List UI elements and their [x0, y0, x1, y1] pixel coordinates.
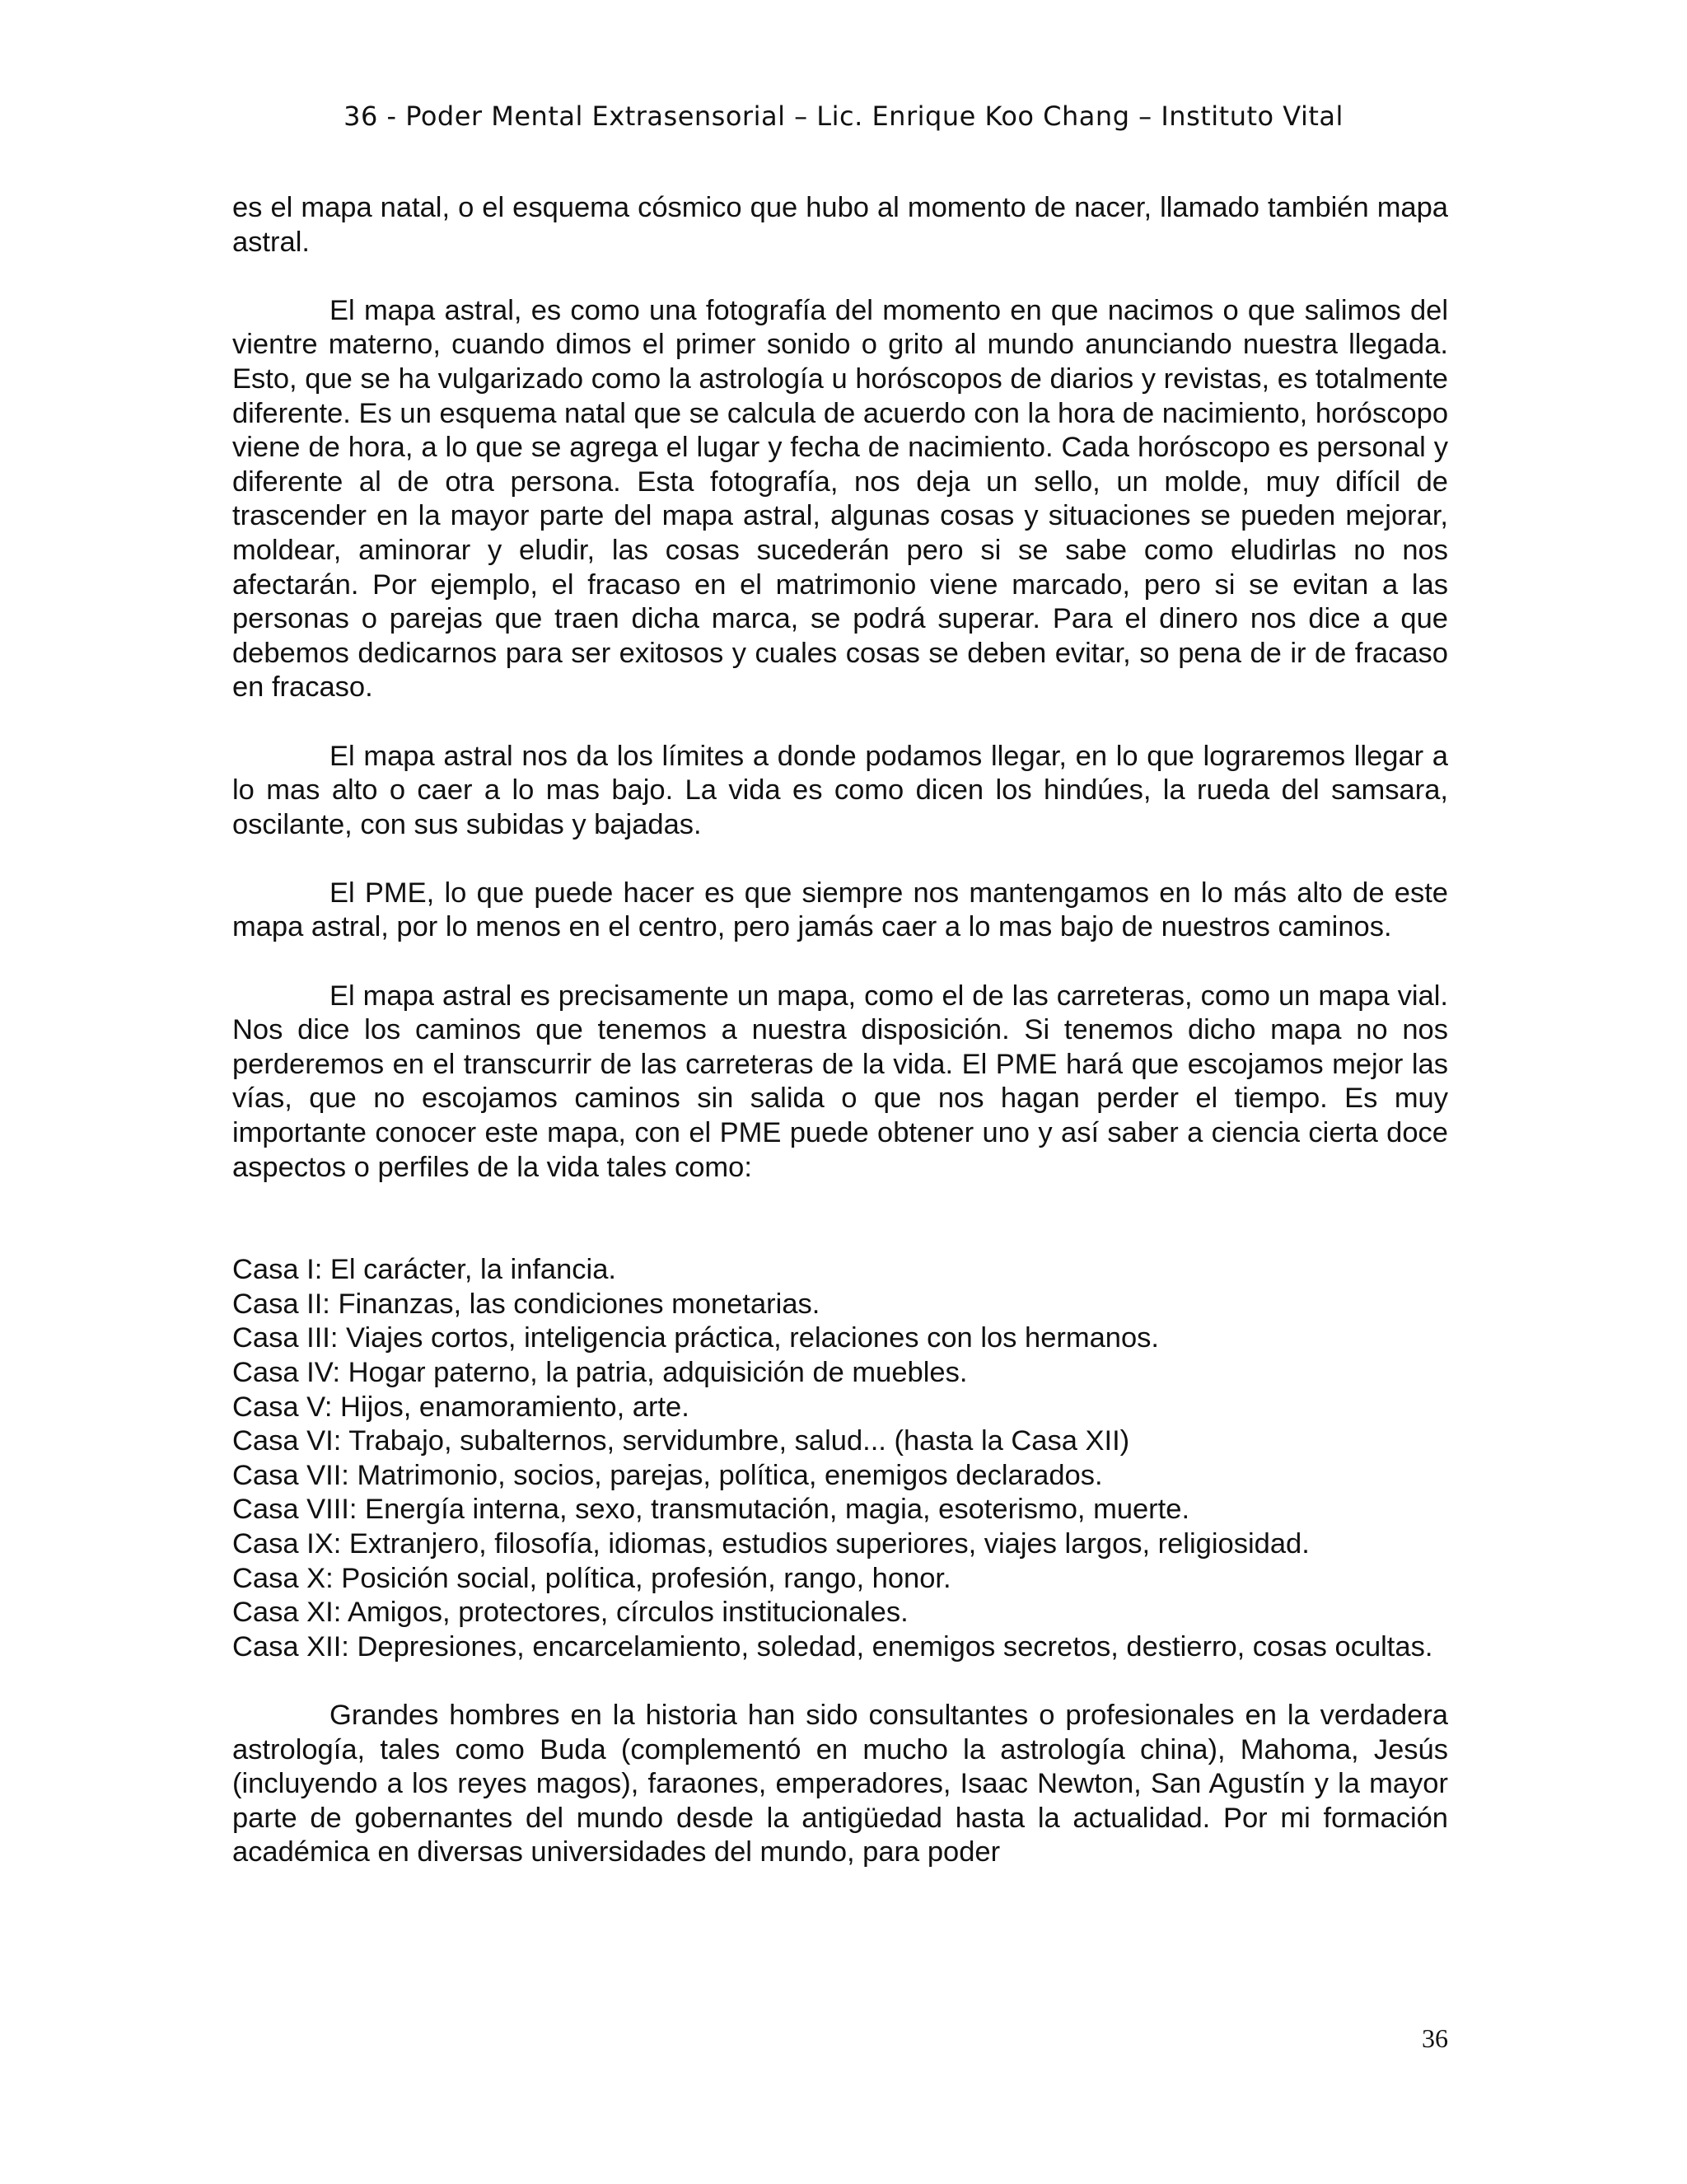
paragraph-gap [232, 1185, 1448, 1253]
paragraph-6: Grandes hombres en la historia han sido consultantes o profesionales en la verdadera astrología, tales como Buda (complementó en mucho la astrología china), Mahoma, Jesús (incluyendo a los reyes magos), faraones, emperadores, Isaac Newton, San Agustín y la mayor parte de gobernantes del mundo desde la antigüedad hasta la actualidad. Por mi formación académica en diversas universidades del mundo, para poder [232, 1699, 1448, 1868]
list-item-casa-8: Casa VIII: Energía interna, sexo, transmutación, magia, esoterismo, muerte. [232, 1494, 1190, 1526]
list-item-casa-9: Casa IX: Extranjero, filosofía, idiomas, estudios superiores, viajes largos, religiosidad. [232, 1527, 1310, 1560]
list-item-casa-1: Casa I: El carácter, la infancia. [232, 1254, 616, 1286]
list-item-casa-11: Casa XI: Amigos, protectores, círculos institucionales. [232, 1597, 909, 1629]
body-text [232, 191, 1448, 1870]
running-header: 36 - Poder Mental Extrasensorial – Lic. Enrique Koo Chang – Instituto Vital [343, 101, 1344, 132]
paragraph-3: El mapa astral nos da los límites a donde podamos llegar, en lo que lograremos llegar a lo mas alto o caer a lo mas bajo. La vida es como dicen los hindúes, la rueda del samsara, oscilante, con sus subidas y bajadas. [232, 740, 1448, 840]
list-item-casa-7: Casa VII: Matrimonio, socios, parejas, política, enemigos declarados. [232, 1459, 1103, 1491]
list-item-casa-2: Casa II: Finanzas, las condiciones monetarias. [232, 1288, 820, 1320]
paragraph-gap [232, 705, 1448, 740]
casas-list [232, 1253, 1448, 1664]
paragraph-gap [232, 945, 1448, 980]
paragraph-gap [232, 260, 1448, 294]
list-item-casa-5: Casa V: Hijos, enamoramiento, arte. [232, 1391, 689, 1423]
paragraph-5: El mapa astral es precisamente un mapa, como el de las carreteras, como un mapa vial. Nos dice los caminos que tenemos a nuestra disposición. Si tenemos dicho mapa no nos perderemos en el transcurrir de las carreteras de la vida. El PME hará que escojamos mejor las vías, que no escojamos caminos sin salida o que nos hagan perder el tiempo. Es muy importante conocer este mapa, con el PME puede obtener uno y así saber a ciencia cierta doce aspectos o perfiles de la vida tales como: [232, 980, 1448, 1183]
paragraph-2: El mapa astral, es como una fotografía del momento en que nacimos o que salimos del vientre materno, cuando dimos el primer sonido o grito al mundo anunciando nuestra llegada. Esto, que se ha vulgarizado como la astrología u horóscopos de diarios y revistas, es totalmente diferente. Es un esquema natal que se calcula de acuerdo con la hora de nacimiento, horóscopo viene de hora, a lo que se agrega el lugar y fecha de nacimiento. Cada horóscopo es personal y diferente al de otra persona. Esta fotografía, nos deja un sello, un molde, muy difícil de trascender en la mayor parte del mapa astral, algunas cosas y situaciones se pueden mejorar, moldear, aminorar y eludir, las cosas sucederán pero si se sabe como eludirlas no nos afectarán. Por ejemplo, el fracaso en el matrimonio viene marcado, pero si se evitan a las personas o parejas que traen dicha marca, se podrá superar. Para el dinero nos dice a que debemos dedicarnos para ser exitosos y cuales cosas se deben evitar, so pena de ir de fracaso en fracaso. [232, 294, 1448, 704]
list-item-casa-10: Casa X: Posición social, política, profesión, rango, honor. [232, 1562, 951, 1594]
paragraph-4: El PME, lo que puede hacer es que siempre nos mantengamos en lo más alto de este mapa astral, por lo menos en el centro, pero jamás caer a lo mas bajo de nuestros caminos. [232, 877, 1448, 943]
page-number: 36 [1422, 2023, 1448, 2053]
list-item-casa-4: Casa IV: Hogar paterno, la patria, adquisición de muebles. [232, 1357, 968, 1388]
list-item-casa-3: Casa III: Viajes cortos, inteligencia práctica, relaciones con los hermanos. [232, 1322, 1160, 1354]
paragraph-gap [232, 1664, 1448, 1699]
paragraph-gap [232, 842, 1448, 877]
paragraph-1: es el mapa natal, o el esquema cósmico que hubo al momento de nacer, llamado también mapa astral. [232, 192, 1448, 258]
list-item-casa-12: Casa XII: Depresiones, encarcelamiento, soledad, enemigos secretos, destierro, cosas ocultas. [232, 1630, 1433, 1663]
list-item-casa-6: Casa VI: Trabajo, subalternos, servidumbre, salud... (hasta la Casa XII) [232, 1425, 1130, 1457]
